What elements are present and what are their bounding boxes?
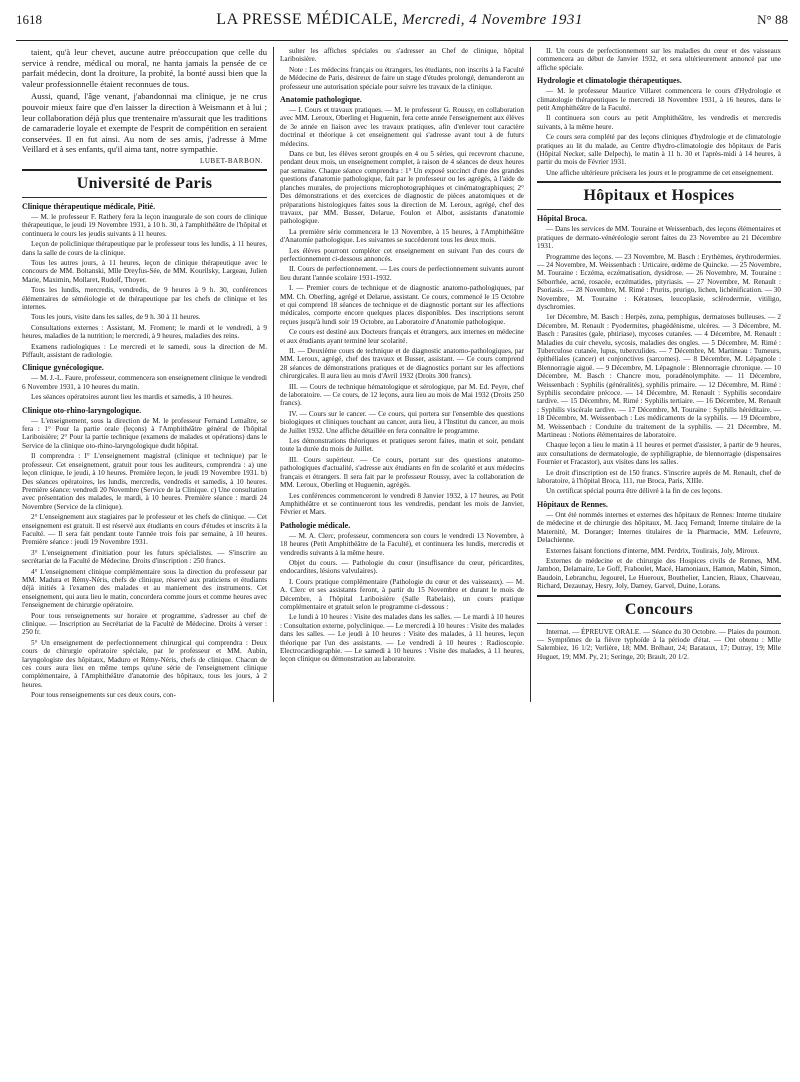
paragraph: III. Cours supérieur. — Ce cours, portant sur des questions anatomo-pathologiques d'actualité, s'adresse aux étudiants en fin de scolarité et aux médecins français et étrangers. Il sera fait par le professeur Roussy, avec la collaboration de MM. Leroux, Oberling et Huguenin, agrégés. xyxy=(280,455,524,490)
divider xyxy=(537,209,781,210)
paragraph: II. Cours de perfectionnement. — Les cours de perfectionnement suivants auront lieu durant l'année scolaire 1931-1932. xyxy=(280,265,524,282)
article-anatomie xyxy=(280,95,524,517)
journal-title: LA PRESSE MÉDICALE, xyxy=(216,11,398,28)
paragraph: Les séances opératoires auront lieu les mardis et samedis, à 10 heures. xyxy=(31,393,233,402)
paragraph: Les élèves pourront compléter cet enseignement en suivant l'un des cours de perfectionnement ci-dessous annoncés. xyxy=(280,246,524,263)
col2-intro xyxy=(280,47,524,91)
paragraph: Externes de médecine et de chirurgie des Hospices civils de Rennes, MM. Jambon, Delamaire, Le Goff, Fraboulet, Macé, Hamoniaux, Hamon, Mabin, Simon, Baudoin, Lebranchu, Jegourel, Le Hueroux, Bouthelier, Lancien, Riaux, Chauveau, Richard, Dezaunay, Hesry, Joly, Damey, Garvel, Duine, Lorans. xyxy=(537,556,781,591)
paragraph: Programme des leçons. — 23 Novembre, M. Basch : Erythèmes, érythrodermies. — 24 Novembre, M. Weissenbach : Urticaire, œdème de Quincke. — 25 Novembre, M. Touraine : Eczéma, eczématisation, dysidrose. — 26 Novembre, M. Touraine : Séborrhée, acné, rosacée, eczématides, pityriasis. — 27 Novembre, M. Renault : Psoriasis. — 28 Novembre, M. Rimé : Prurits, prurigo, lichen, lichénification. — 30 Novembre, M. Touraine : Kératoses, leucoplasie, sclérodermie, vitiligo, dyschromies. xyxy=(537,252,781,311)
article-hydrologie xyxy=(537,76,781,177)
article-title: Clinique oto-rhino-laryngologique. xyxy=(22,405,142,415)
article-title: Clinique thérapeutique médicale, Pitié. xyxy=(22,201,156,211)
section-title-hopitaux: Hôpitaux et Hospices xyxy=(583,187,735,205)
section-title-concours: Concours xyxy=(624,600,694,618)
col1-intro xyxy=(22,47,267,155)
article-title: Clinique gynécologique. xyxy=(22,363,104,373)
paragraph: Ce cours sera complété par des leçons cliniques d'hydrologie et de climatologie pratiques au lit du malade, au Centre d'hydro-climatologie des hôpitaux de Paris (Hôpital Necker, salle Delpech), le matin à 11 h. 30 et l'après-midi à 14 heures, à partir du mois de Février 1931. xyxy=(537,133,781,167)
paragraph: Examens radiologiques : Le mercredi et le samedi, sous la direction de M. Piffault, assistant de radiologie. xyxy=(22,342,267,360)
article-clinique-therapeutique xyxy=(22,202,267,360)
paragraph: — L'enseignement, sous la direction de M. le professeur Fernand Lemaître, se fera : 1° Pour la partie orale (leçons) à l'Amphithéâtre général de l'hôpital Lariboisière; 2° Pour la partie technique (examens de malades et opérations) dans le Service de la clinique oto-rhino-laryngologique dudit hôpital. xyxy=(22,416,267,450)
col3-intro xyxy=(537,47,781,72)
paragraph: III. — Cours de technique hématologique et sérologique, par M. Ed. Peyre, chef de laboratoire. — Ce cours, de 12 leçons, aura lieu au mois de Mai 1932 (Droits 250 francs). xyxy=(280,382,524,408)
paragraph: Pour tous renseignements sur ces deux cours, con- xyxy=(31,691,176,700)
signature: LUBET-BARBON. xyxy=(200,156,263,165)
page-header xyxy=(16,0,788,41)
page-number: 1618 xyxy=(16,12,42,27)
divider xyxy=(537,181,781,183)
article-clinique-gynecologique xyxy=(22,363,267,401)
divider xyxy=(22,169,267,171)
article-title: Anatomie pathologique. xyxy=(280,95,362,105)
paragraph: Externes faisant fonctions d'interne, MM. Perdrix, Toulirais, Joly, Miroux. xyxy=(546,546,760,555)
divider xyxy=(537,595,781,597)
article-title: Hôpital Broca. xyxy=(537,214,588,224)
paragraph: sulter les affiches spéciales ou s'adresser au Chef de clinique, hôpital Lariboisière. xyxy=(280,47,524,64)
paragraph: II. — Deuxième cours de technique et de diagnostic anatomo-pathologiques, par MM. Leroux, agrégé, chef des travaux et Busser, assistant. — Ce cours comprend 28 séances de démonstrations pratiques et de diagnostics portant sur les affections chirurgicales. Il aura lieu au mois d'Avril 1932 (Droits 300 francs). xyxy=(280,347,524,381)
divider xyxy=(537,623,781,624)
column-1 xyxy=(16,47,273,702)
paragraph: II. Un cours de perfectionnement sur les maladies du cœur et des vaisseaux commencera au début de Janvier 1932, et sera ultérieurement annoncé par une affiche spéciale. xyxy=(537,47,781,72)
paragraph: Dans ce but, les élèves seront groupés en 4 ou 5 séries, qui recevront chacune, pendant deux mois, un enseignement complet, à raison de 4 séances de deux heures par semaine. Chaque séance comprendra : 1° Un exposé succinct d'une des grandes questions d'anatomie pathologique, fait par le professeur ou les agrégés, à l'aide de planches murales, de projections microphotographiques et cinématographiques; 2° Des démonstrations et des exercices de diagnostic de pièces anatomiques et de préparations histologiques faites sous la direction de M. Leroux, agrégé, chef des travaux, par MM. Busser, Delarue, Foulon et Albot, assistants d'anatomie pathologique. xyxy=(280,150,524,226)
article-concours xyxy=(537,628,781,662)
issue-number: N° 88 xyxy=(757,12,788,27)
paragraph: Pour tous renseignements sur horaire et programme, s'adresser au chef de clinique. — Inscription au Secrétariat de la Faculté de Médecine. Droits à verser : 250 fr. xyxy=(22,611,267,637)
paragraph: 3° L'enseignement d'initiation pour les futurs spécialistes. — S'inscrire au secrétariat de la Faculté de Médecine. Droits d'inscription : 250 francs. xyxy=(22,548,267,566)
article-clinique-oto xyxy=(22,406,267,700)
article-broca xyxy=(537,214,781,496)
paragraph: Ce cours est destiné aux Docteurs français et étrangers, aux internes en médecine et aux étudiants ayant terminé leur scolarité. xyxy=(280,328,524,345)
paragraph: Il comprendra : I° L'enseignement magistral (clinique et technique) par le professeur. Cet enseignement, gratuit pour tous les auditeurs, comprendra : a) une leçon clinique, le jeudi, à 10 heures. Première leçon, le jeudi 19 Novembre 1931. b) Des séances opératoires, les lundis, mercredis, vendredis et samedis, à 10 heures. Première séance: vendredi 20 Novembre (Service de la Clinique. c) Une consultation avec présentation des malades, le mardi, à 10 heures. Première séance : mardi 24 Novembre (Service de la clinique). xyxy=(22,452,267,511)
paragraph: Leçon de policlinique thérapeutique par le professeur tous les lundis, à 11 heures, dans la salle de cours de la clinique. xyxy=(22,240,267,257)
article-pathologie xyxy=(280,521,524,664)
paragraph: — M. le professeur Maurice Villaret commencera le cours d'Hydrologie et climatologie thérapeutiques le mercredi 18 Novembre 1931, à 16 heures, dans le petit Amphithéâtre de la Faculté. xyxy=(537,87,781,113)
paragraph: 5° Un enseignement de perfectionnement chirurgical qui comprendra : Deux cours de chirurgie opératoire spéciale, par le professeur et MM. Aubin, laryngologiste des hôpitaux, Maduro et Rémy-Néris, chefs de clinique. Chacun de ces cours aura lieu en même temps qu'une série de l'enseignement clinique complémentaire, à l'Amphithéâtre d'anatomie des hôpitaux, tous les jours, à 2 heures. xyxy=(22,638,267,689)
article-title: Pathologie médicale. xyxy=(280,520,351,530)
article-title: Hôpitaux de Rennes. xyxy=(537,499,608,509)
paragraph: — M. A. Clerc, professeur, commencera son cours le vendredi 13 Novembre, à 18 heures (Petit Amphithéâtre de la Faculté), et continuera les lundis, mercredis et vendredis suivants à la même heure. xyxy=(280,531,524,557)
paragraph: taient, qu'à leur chevet, aucune autre préoccupation que celle du service à rendre, médical ou moral, ne hanta jamais la pensée de ce parfait médecin, dont la droiture, la probité, la bonté aussi bien que la valeur professionnelle étaient reconnues de tous. xyxy=(22,47,267,89)
paragraph: Une affiche ultérieure précisera les jours et le programme de cet enseignement. xyxy=(546,168,774,177)
paragraph: — Dans les services de MM. Touraine et Weissenbach, des leçons élémentaires et pratiques de dermato-vénéréologie seront faites du 23 Novembre au 21 Décembre 1931. xyxy=(537,225,781,251)
paragraph: Consultations externes : Assistant, M. Froment; le mardi et le vendredi, à 9 heures, maladies de la nutrition; le mercredi, à 9 heures, maladies des reins. xyxy=(22,323,267,341)
paragraph: Tous les autres jours, à 11 heures, leçon de clinique thérapeutique avec le concours de MM. Boltanski, Mlle Dreyfus-Sée, de MM. Kourilsky, Largeau, Julien Marie, Maximin, Mollaret, Rudolf, Thoyer. xyxy=(22,258,267,284)
article-title: Hydrologie et climatologie thérapeutiques. xyxy=(537,76,682,86)
paragraph: 2° L'enseignement aux stagiaires par le professeur et les chefs de clinique. — Cet enseignement est gratuit. Il est réservé aux étudiants en cours d'études et inscrits à la Faculté. — Il sera fait pendant toute l'année trois fois par semaine, à 10 heures. Première séance : jeudi 19 Novembre 1931. xyxy=(22,513,267,547)
paragraph: — Ont été nommés internes et externes des hôpitaux de Rennes: Interne titulaire de médecine et de chirurgie des hôpitaux, M. Jacq Fernand; Interne titulaire de la Maternité, M. Doranger; Internes titulaires de la Pharmacie, MM. Lefeuvre, Delachienne. xyxy=(537,510,781,545)
column-2 xyxy=(273,47,530,702)
paragraph: Le droit d'inscription est de 150 francs. S'inscrire auprès de M. Renault, chef de laboratoire, à l'hôpital Broca, 111, rue Broca, Paris, XIIIe. xyxy=(537,468,781,486)
paragraph: Le lundi à 10 heures : Visite des malades dans les salles. — Le mardi à 10 heures : Consultation externe, polyclinique. — Le mercredi à 10 heures : Visite des malades dans les salles. — Le jeudi à 10 heures : Visite des malades, à 11 heures, leçon théorique par l'un des assistants. — Le vendredi à 10 heures : Radioscopie. Electrocardiographie. — Le samedi à 10 heures : Visite des malades, à 11 heures, leçon clinique ou démonstration au laboratoire. xyxy=(280,613,524,664)
column-3 xyxy=(530,47,787,702)
paragraph: Tous les jours, visite dans les salles, de 9 h. 30 à 11 heures. xyxy=(31,313,201,322)
paragraph: La première série commencera le 13 Novembre, à 15 heures, à l'Amphithéâtre d'Anatomie pathologique. Les suivantes se succéderont tous les deux mois. xyxy=(280,227,524,245)
divider xyxy=(22,197,267,198)
paragraph: — M. J.-L. Faure, professeur, commencera son enseignement clinique le vendredi 6 Novembre 1931, à 10 heures du matin. xyxy=(22,374,267,391)
paragraph: IV. — Cours sur le cancer. — Ce cours, qui portera sur l'ensemble des questions biologiques et cliniques touchant au cancer, aura lieu, à l'Institut du cancer, au mois de Juillet 1932. Une affiche détaillée en fera connaître le programme. xyxy=(280,409,524,435)
section-title-universite: Université de Paris xyxy=(76,174,213,192)
paragraph: Tous les lundis, mercredis, vendredis, de 9 heures à 9 h. 30, conférences élémentaires de séméiologie et de thérapeutique par les chefs de clinique et les internes. xyxy=(22,286,267,311)
paragraph: 4° L'enseignement clinique complémentaire sous la direction du professeur par MM. Madura et Rémy-Néris, chefs de clinique, réservé aux praticiens et étudiants déjà initiés à l'examen des malades et au maniement des instruments. Cet enseignement, qui aura lieu le matin, concordera comme jours et comme heures avec l'enseignement de chirurgie opératoire. xyxy=(22,567,267,610)
paragraph: Note : Les médecins français ou étrangers, les étudiants, non inscrits à la Faculté de Médecine de Paris, désireux de faire un stage d'études prolongé, demanderont au professeur une autorisation spéciale pour suivre les travaux de la clinique. xyxy=(280,65,524,91)
columns xyxy=(16,47,788,702)
paragraph: I. Cours pratique complémentaire (Pathologie du cœur et des vaisseaux). — M. A. Clerc et ses assistants feront, à partir du 15 Novembre et durant le mois de Décembre, à l'hôpital Lariboisière (Salle Rabelais), un cours pratique complémentaire et gratuit selon le programme ci-dessous : xyxy=(280,577,524,611)
paragraph: — M. le professeur F. Rathery fera la leçon inaugurale de son cours de clinique thérapeutique, le jeudi 19 Novembre 1931, à 10 h. 30, à l'amphithéâtre de l'hôpital et continuera le cours les jeudis suivants à 11 heures. xyxy=(22,212,267,238)
paragraph: Il continuera son cours au petit Amphithéâtre, les vendredis et mercredis suivants, à la même heure. xyxy=(537,114,781,131)
paragraph: — I. Cours et travaux pratiques. — M. le professeur G. Roussy, en collaboration avec MM. Leroux, Oberling et Huguenin, fera cette année l'enseignement aux élèves de 3e année en liaison avec les travaux pratiques, afin d'enlever tout caractère doctrinal et théorique à cet enseignement qui s'adresse avant tout à de futurs médecins. xyxy=(280,106,524,148)
paragraph: Les démonstrations théoriques et pratiques seront faites, matin et soir, pendant toute la durée du mois de Juillet. xyxy=(280,437,524,454)
paragraph: Internat. — ÉPREUVE ORALE. — Séance du 30 Octobre. — Plaies du poumon. — Symptômes de la fièvre typhoïde à la période d'état. — Ont obtenu : Mlle Salembiez, 16 1/2; Verlière, 18; MM. Bréhaut, 24; Barataux, 17; Dutray, 19; Mlle Huguet, 19; MM. Py, 21; Seringe, 20; Brault, 20 1/2. xyxy=(537,627,781,661)
masthead xyxy=(216,11,583,29)
paragraph: Chaque leçon a lieu le matin à 11 heures et permet d'assister, à partir de 9 heures, aux consultations de dermatologie, de syphiligraphie, de blennorragie (dispensaires Fournier et Fracastor), aux visites dans les salles. xyxy=(537,441,781,467)
paragraph: 1er Décembre, M. Basch : Herpès, zona, pemphigus, dermatoses bulleuses. — 2 Décembre, M. Renault : Pyodermites, phagédénisme, ulcères. — 3 Décembre, M. Basch : Parasites (gale, phtiriase), mycoses cutanées. — 4 Décembre, M. Renault : Maladies du cuir chevelu, sycosis, maladies des ongles. — 5 Décembre, M. Rimé : Tuberculose cutanée, lupus, tuberculides. — 7 Décembre, M. Martineau : Tumeurs, épithéliales (cancer) et conjonctives (sarcomes). — 8 Décembre, M. Lépagnole : Blennorragie aiguë. — 9 Décembre, M. Lépagnole : Blennorragie chronique. — 10 Décembre, M. Basch : Chancre mou, poradénolymphite. — 11 Décembre, Weissenbach : Syphilis (généralités), syphilis primaire. — 12 Décembre, M. Rimé : Syphilis secondaire précoce. — 14 Décembre, M. Renault : Syphilis secondaire tardive. — 15 Décembre, M. Rimé : Syphilis tertiaire. — 16 Décembre, M. Renault : Syphilis viscérale tardive. — 17 Décembre, M. Touraine : Syphilis héréditaire. — 18 Décembre, M. Weissenbach : Les médicaments de la syphilis. — 19 Décembre, M. Weissenbach : Conduite du traitement de la syphilis. — 21 Décembre, M. Martineau : Notions élémentaires de laboratoire. xyxy=(537,313,781,440)
issue-date: Mercredi, 4 Novembre 1931 xyxy=(402,12,583,28)
article-rennes xyxy=(537,500,781,591)
paragraph: Un certificat spécial pourra être délivré à la fin de ces leçons. xyxy=(546,487,723,496)
paragraph: I. — Premier cours de technique et de diagnostic anatomo-pathologiques, par MM. Ch. Oberling, agrégé et Delarue, assistant. Ce cours, commencé le 15 Octobre et qui comprend 18 séances de technique et de diagnostic portant sur les affections médicales, comporte encore quelques places disponibles. Des inscriptions seront reçues jusqu'à lundi soir 19 Octobre, au Laboratoire d'Anatomie pathologique. xyxy=(280,284,524,326)
paragraph: Les conférences commenceront le vendredi 8 Janvier 1932, à 17 heures, au Petit Amphithéâtre et se continueront tous les vendredis, pendant les mois de Janvier, Février et Mars. xyxy=(280,491,524,517)
paragraph: Aussi, quand, l'âge venant, j'abandonnai ma clinique, je ne crus pouvoir mieux faire que d'en laisser la direction à Weismann et à lui ; leur collaboration déjà plus que trentenaire m'assurait que les traditions de camaraderie loyale et exempte de l'esprit de compétition en seraient conservées. Il en fut ainsi. Au nom de ses amis, j'adresse à Mme Veillard et à ses enfants, qu'il aima tant, notre sympathie. xyxy=(22,91,267,155)
paragraph: Objet du cours. — Pathologie du cœur (insuffisance du cœur, péricardites, endocardites, lésions valvulaires). xyxy=(280,558,524,576)
